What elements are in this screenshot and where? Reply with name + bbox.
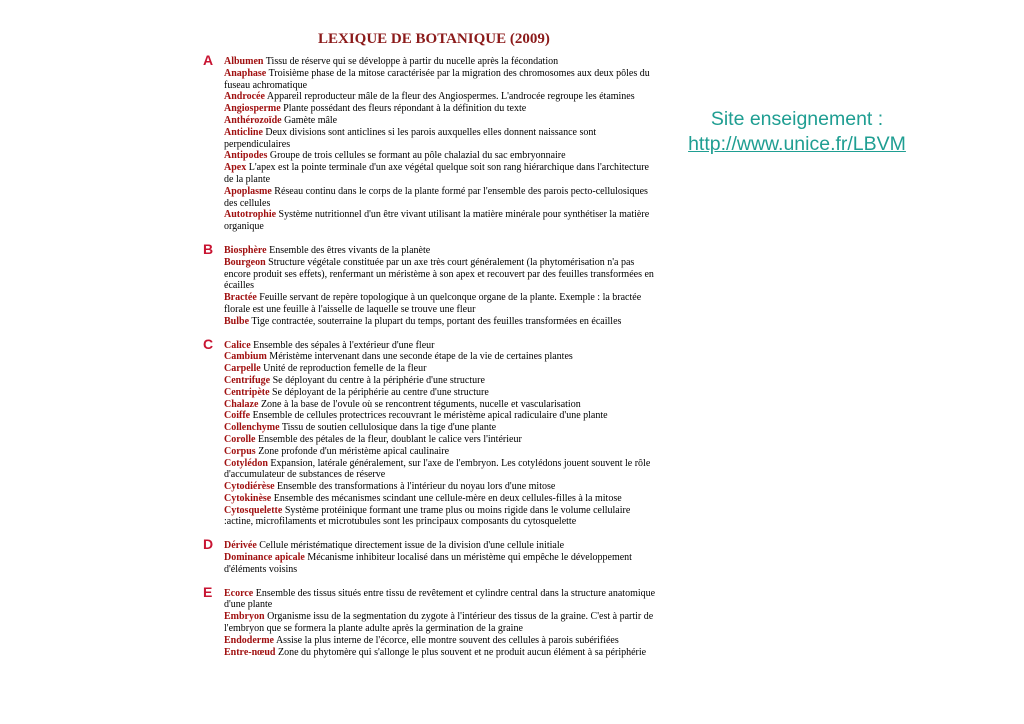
glossary-entry (224, 387, 656, 399)
glossary-definition: Ensemble des sépales à l'extérieur d'une fleur (253, 339, 435, 351)
glossary-entry (224, 245, 656, 257)
glossary-definition: Unité de reproduction femelle de la fleur (263, 363, 427, 375)
glossary-definition: Plante possédant des fleurs répondant à la définition du texte (283, 103, 527, 115)
glossary-definition: Feuille servant de repère topologique à un quelconque organe de la plante. Exemple : la bractée florale est une feuille à l'aisselle de laquelle se trouve une fleur (224, 292, 642, 315)
site-label: Site enseignement : (710, 108, 884, 130)
glossary-entry (224, 422, 656, 434)
section-letter: D (203, 536, 214, 553)
glossary-term: Chalaze (224, 398, 259, 410)
glossary-term: Ecorce (224, 587, 254, 599)
glossary-entry (224, 316, 656, 328)
glossary-entry (224, 127, 656, 151)
glossary-definition: Système nutritionnel d'un être vivant utilisant la matière minérale pour synthétiser la matière organique (224, 209, 650, 233)
glossary-definition: Mécanisme inhibiteur localisé dans un méristème qui empêche le développement d'éléments voisins (224, 552, 632, 575)
glossary-definition: Réseau continu dans le corps de la plante formé par l'ensemble des parois pecto-cellulosiques des cellules (224, 185, 648, 209)
glossary-entry (224, 410, 656, 422)
section-letter: E (203, 583, 213, 600)
glossary-entry (224, 647, 656, 659)
glossary-definition: Ensemble des pétales de la fleur, doublant le calice vers l'intérieur (257, 433, 522, 445)
glossary-term: Cotylédon (224, 457, 268, 469)
site-info (662, 107, 932, 157)
glossary-term: Corolle (224, 433, 256, 445)
glossary-term: Androcée (224, 91, 265, 103)
glossary-term: Apoplasme (224, 185, 272, 197)
glossary-definition: Ensemble des êtres vivants de la planète (269, 244, 431, 256)
glossary-section (203, 240, 663, 328)
glossary-definition: Ensemble des mécanismes scindant une cellule-mère en deux cellules-filles à la mitose (273, 492, 622, 504)
glossary-term: Anaphase (224, 67, 267, 79)
glossary-definition: Troisième phase de la mitose caractérisée par la migration des chromosomes aux deux pôles du fuseau achromatique (224, 67, 650, 91)
glossary-term: Angiosperme (224, 103, 281, 115)
glossary-entry (224, 292, 656, 316)
glossary-entry (224, 588, 656, 612)
glossary-definition: Système protéinique formant une trame plus ou moins rigide dans le volume cellulaire :actine, microfilaments et microtubules sont les principaux composants du cytosquelette (224, 504, 631, 528)
glossary-entry (224, 91, 656, 103)
glossary-term: Endoderme (224, 634, 274, 646)
glossary-definition: Tissu de soutien cellulosique dans la tige d'une plante (281, 422, 497, 434)
glossary-entry (224, 375, 656, 387)
glossary-term: Centripète (224, 386, 270, 398)
section-letter: C (203, 335, 214, 352)
glossary-entry (224, 505, 656, 529)
glossary-definition: Tissu de réserve qui se développe à partir du nucelle après la fécondation (265, 56, 559, 67)
glossary-definition: Structure végétale constituée par un axe très court généralement (la phytomérisation n'a pas encore produit ses effets), renfermant un méristème à son apex et recouvert par des feuilles transformées en écailles (224, 256, 654, 292)
glossary-term: Cytodiérèse (224, 481, 275, 493)
glossary-term: Autotrophie (224, 209, 277, 221)
glossary-term: Apex (224, 162, 247, 174)
glossary-term: Dérivée (224, 540, 257, 552)
glossary-entry (224, 611, 656, 635)
glossary-term: Coiffe (224, 410, 251, 422)
glossary-entry (224, 363, 656, 375)
glossary-entry (224, 186, 656, 210)
glossary-definition: Zone à la base de l'ovule où se rencontrent téguments, nucelle et vascularisation (260, 398, 581, 410)
glossary-entry (224, 481, 656, 493)
glossary-entry (224, 434, 656, 446)
glossary-definition: Ensemble de cellules protectrices recouvrant le méristème apical radiculaire d'une plante (252, 410, 608, 422)
glossary-entry (224, 635, 656, 647)
glossary-term: Antipodes (224, 150, 268, 162)
glossary-term: Dominance apicale (224, 552, 305, 564)
glossary-entry (224, 493, 656, 505)
glossary-term: Carpelle (224, 363, 261, 375)
glossary-definition: Zone profonde d'un méristème apical caulinaire (258, 445, 450, 457)
glossary-definition: Expansion, latérale généralement, sur l'axe de l'embryon. Les cotylédons jouent souvent le rôle d'accumulateur de substances de réserve (224, 457, 651, 481)
glossary-term: Collenchyme (224, 422, 280, 434)
section-letter: A (203, 52, 214, 68)
glossary-definition: Gamète mâle (284, 114, 338, 126)
glossary-term: Entre-nœud (224, 646, 276, 658)
glossary-term: Corpus (224, 445, 256, 457)
glossary-entry (224, 552, 656, 576)
glossary-definition: Zone du phytomère qui s'allonge le plus souvent et ne produit aucun élément à sa périphérie (278, 646, 647, 658)
glossary-section (203, 583, 663, 659)
glossary-definition: Méristème intervenant dans une seconde étape de la vie de certaines plantes (269, 351, 573, 363)
glossary-term: Bourgeon (224, 256, 266, 268)
glossary-term: Bulbe (224, 315, 250, 327)
glossary-entry (224, 351, 656, 363)
glossary-definition: Appareil reproducteur mâle de la fleur des Angiospermes. L'androcée regroupe les étamines (266, 91, 635, 103)
glossary-entry (224, 68, 656, 92)
glossary-definition: Assise la plus interne de l'écorce, elle montre souvent des cellules à parois subérifiées (275, 634, 619, 646)
glossary-definition: L'apex est la pointe terminale d'un axe végétal quelque soit son rang hiérarchique dans l'architecture de la plante (224, 162, 649, 185)
glossary-definition: Se déployant du centre à la périphérie d'une structure (272, 374, 485, 386)
glossary-entry (224, 446, 656, 458)
glossary-definition: Ensemble des tissus situés entre tissu de revêtement et cylindre central dans la structure anatomique d'une plante (224, 587, 656, 611)
glossary-entry (224, 399, 656, 411)
glossary-term: Cytosquelette (224, 504, 283, 516)
glossary-definition: Ensemble des transformations à l'intérieur du noyau lors d'une mitose (277, 481, 556, 493)
glossary-definition: Tige contractée, souterraine la plupart du temps, portant des feuilles transformées en écailles (251, 315, 622, 327)
glossary-entry (224, 103, 656, 115)
glossary-term: Anthérozoïde (224, 114, 282, 126)
glossary-definition: Organisme issu de la segmentation du zygote à l'intérieur des tissus de la graine. C'est à partir de l'embryon que se formera la plante adulte après la germination de la graine (224, 611, 654, 635)
glossary-entry (224, 458, 656, 482)
glossary-term: Cambium (224, 351, 267, 363)
glossary-section (203, 335, 663, 529)
glossary-entry (224, 209, 656, 233)
glossary-definition: Groupe de trois cellules se formant au pôle chalazial du sac embryonnaire (269, 150, 566, 162)
glossary-term: Cytokinèse (224, 492, 272, 504)
glossary-section (203, 52, 663, 233)
glossary-entry (224, 257, 656, 292)
glossary-definition: Cellule méristématique directement issue de la division d'une cellule initiale (259, 540, 565, 552)
glossary-entry (224, 162, 656, 186)
glossary-term: Centrifuge (224, 374, 271, 386)
glossary-section (203, 536, 663, 575)
glossary-definition: Deux divisions sont anticlines si les parois auxquelles elles donnent naissance sont perpendiculaires (224, 126, 597, 150)
glossary-entry (224, 56, 656, 68)
glossary-entry (224, 340, 656, 352)
glossary-term: Embryon (224, 611, 265, 623)
glossary-term: Anticline (224, 126, 263, 138)
document-title: LEXIQUE DE BOTANIQUE (2009) (318, 31, 550, 47)
glossary-term: Calice (224, 339, 251, 351)
glossary-entry (224, 150, 656, 162)
section-letter: B (203, 240, 214, 257)
glossary-entry (224, 540, 656, 552)
glossary-definition: Se déployant de la périphérie au centre d'une structure (272, 386, 489, 398)
glossary-term: Albumen (224, 56, 264, 67)
site-url-link[interactable]: http://www.unice.fr/LBVM (688, 133, 906, 155)
glossary-term: Bractée (224, 292, 257, 304)
glossary (203, 52, 663, 658)
glossary-term: Biosphère (224, 244, 267, 256)
glossary-entry (224, 115, 656, 127)
